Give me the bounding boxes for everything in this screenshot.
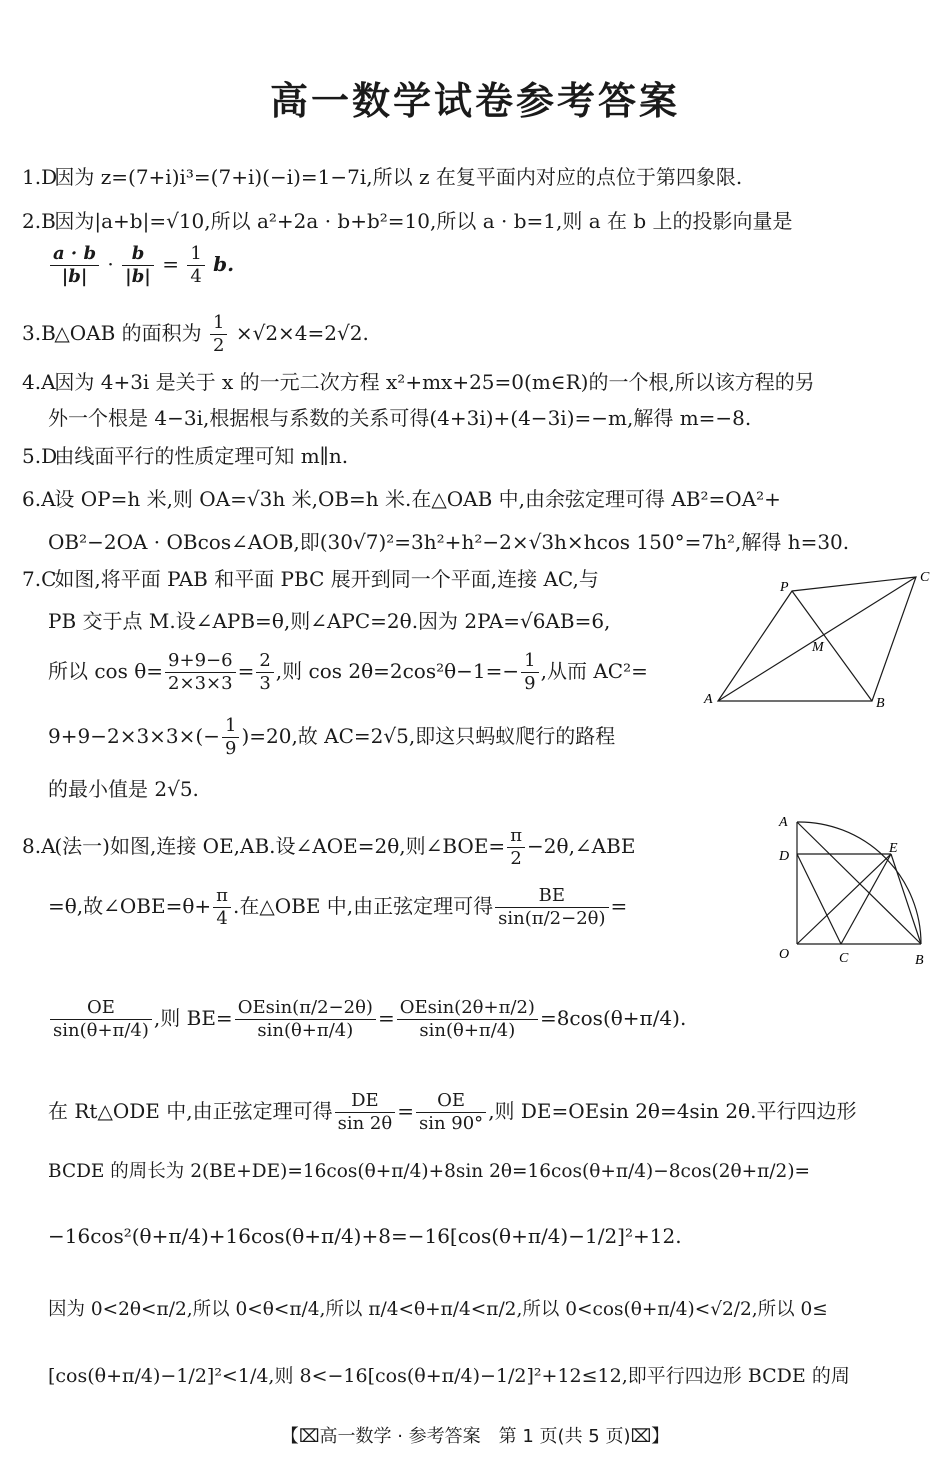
parallelogram-figure (700, 565, 935, 710)
dot: · (107, 252, 114, 276)
label-a: A (704, 692, 713, 707)
answer-6-line2: OB²−2OA · OBcos∠AOB,即(30√7)²=3h²+h²−2×√3h×hcos 150°=7h²,解得 h=30. (48, 530, 850, 554)
answer-number: 6.A (22, 487, 56, 511)
text: )=20,故 AC=2√5,即这只蚂蚁爬行的路程 (241, 724, 616, 748)
label-b: B (915, 953, 924, 968)
label-o: O (779, 947, 790, 962)
answer-7-line2: PB 交于点 M.设∠APB=θ,则∠APC=2θ.因为 2PA=√6AB=6, (48, 609, 611, 633)
fraction: $\frac{9+9-6}{2\times 3\times 3}$ (165, 650, 236, 695)
answer-7-line3 (48, 650, 648, 695)
answer-text: 由线面平行的性质定理可知 m∥n. (54, 444, 349, 468)
label-c: C (839, 951, 849, 966)
answer-7-line4 (48, 715, 615, 760)
answer-number: 4.A (22, 370, 56, 394)
answer-2-formula (48, 243, 234, 288)
answer-text: 因为 4+3i 是关于 x 的一元二次方程 x²+mx+25=0(m∈R)的一个根,所以该方程的另 (54, 370, 815, 394)
fraction: $\frac{a \cdot b}{|b|}$ (50, 243, 99, 288)
answer-8-line8: [cos(θ+π/4)−1/2]²<1/4,则 8<−16[cos(θ+π/4)−1/2]²+12≤12,即平行四边形 BCDE 的周 (48, 1365, 850, 1387)
answer-8-line5: BCDE 的周长为 2(BE+DE)=16cos(θ+π/4)+8sin 2θ=16cos(θ+π/4)−8cos(2θ+π/2)= (48, 1161, 811, 1182)
fraction: $\frac{OEsin(\pi/2-2\theta)}{\sin(\theta+\pi/4)}$ (235, 997, 376, 1042)
answer-text: 设 OP=h 米,则 OA=√3h 米,OB=h 米.在△OAB 中,由余弦定理可得 AB²=OA²+ (54, 487, 781, 511)
fraction: $\frac{\pi}{2}$ (507, 825, 525, 870)
quarter-circle-figure (775, 810, 935, 970)
text: =θ,故∠OBE=θ+ (48, 894, 212, 918)
answer-number: 8.A (22, 834, 56, 858)
fraction: $\frac{2}{3}$ (256, 650, 273, 695)
text: = (397, 1099, 414, 1123)
text: = (237, 659, 255, 683)
fraction: $\frac{OEsin(2\theta+\pi/2)}{\sin(\theta+\pi/4)}$ (397, 997, 538, 1042)
answer-4 (0, 368, 815, 396)
text: ,则 DE=OEsin 2θ=4sin 2θ.平行四边形 (488, 1099, 857, 1123)
fraction: $\frac{OE}{\sin(\theta+\pi/4)}$ (50, 997, 152, 1042)
fraction: $\frac{BE}{\sin(\pi/2-2\theta)}$ (495, 885, 608, 930)
answer-number: 2.B (22, 209, 56, 233)
answer-8-line7: 因为 0<2θ<π/2,所以 0<θ<π/4,所以 π/4<θ+π/4<π/2,所以 0<cos(θ+π/4)<√2/2,所以 0≤ (48, 1299, 828, 1320)
label-c: C (920, 570, 930, 585)
label-a: A (779, 815, 788, 830)
text: =8cos(θ+π/4). (539, 1006, 687, 1030)
fraction: $\frac{OE}{\sin 90^\circ}$ (416, 1090, 486, 1135)
text: 所以 cos θ= (48, 659, 164, 683)
label-p: P (780, 580, 789, 595)
answer-number: 3.B (22, 321, 56, 345)
answer-8 (0, 825, 635, 870)
answer-4-line2: 外一个根是 4−3i,根据根与系数的关系可得(4+3i)+(4−3i)=−m,解得 m=−8. (48, 406, 752, 430)
answer-3 (0, 312, 369, 357)
text: .在△OBE 中,由正弦定理可得 (233, 894, 494, 918)
page-footer: 【⌧高一数学 · 参考答案 第 1 页(共 5 页)⌧】 (280, 1426, 670, 1447)
answer-1 (0, 163, 742, 191)
text: ,从而 AC²= (540, 659, 648, 683)
answer-number: 7.C (22, 567, 57, 591)
label-e: E (889, 841, 898, 856)
text: 9+9−2×3×3×(− (48, 724, 220, 748)
answer-text: 因为 z=(7+i)i³=(7+i)(−i)=1−7i,所以 z 在复平面内对应的点位于第四象限. (54, 165, 743, 189)
fraction: $\frac{1}{9}$ (222, 715, 239, 760)
label-b: B (876, 696, 885, 710)
text: 在 Rt△ODE 中,由正弦定理可得 (48, 1099, 333, 1123)
text: ,则 cos 2θ=2cos²θ−1=− (275, 659, 520, 683)
answer-8-line4 (48, 1090, 856, 1135)
fraction: $\frac{1}{9}$ (521, 650, 538, 695)
label-d: D (779, 849, 790, 864)
text: ,则 BE= (153, 1006, 233, 1030)
equals: = (162, 252, 179, 276)
text: = (377, 1006, 395, 1030)
page-title: 高一数学试卷参考答案 (269, 79, 680, 123)
text: = (610, 894, 628, 918)
answer-8-line2 (48, 885, 627, 930)
answer-number: 5.D (22, 444, 58, 468)
text: (法一)如图,连接 OE,AB.设∠AOE=2θ,则∠BOE= (54, 834, 506, 858)
label-m: M (812, 640, 824, 655)
answer-5 (0, 442, 348, 470)
answer-text: 如图,将平面 PAB 和平面 PBC 展开到同一个平面,连接 AC,与 (54, 567, 599, 591)
fraction: $\frac{\pi}{4}$ (213, 885, 231, 930)
fraction: $\frac{b}{|b|}$ (122, 243, 154, 288)
answer-8-line6: −16cos²(θ+π/4)+16cos(θ+π/4)+8=−16[cos(θ+π/4)−1/2]²+12. (48, 1224, 682, 1248)
answer-7-line5: 的最小值是 2√5. (48, 777, 199, 801)
answer-text: ×√2×4=2√2. (235, 321, 369, 345)
fraction: $\frac{DE}{\sin 2\theta}$ (335, 1090, 396, 1135)
answer-8-line3 (48, 997, 686, 1042)
answer-2 (0, 207, 793, 235)
answer-text: 因为|a+b|=√10,所以 a²+2a · b+b²=10,所以 a · b=1,则 a 在 b 上的投影向量是 (54, 209, 793, 233)
answer-text: b. (213, 252, 235, 276)
text: −2θ,∠ABE (527, 834, 636, 858)
answer-6 (0, 485, 781, 513)
answer-text: △OAB 的面积为 (54, 321, 202, 345)
answer-7 (0, 565, 599, 593)
fraction: $\frac{1}{2}$ (210, 312, 227, 357)
fraction: $\frac{1}{4}$ (187, 243, 204, 288)
answer-number: 1.D (22, 165, 58, 189)
